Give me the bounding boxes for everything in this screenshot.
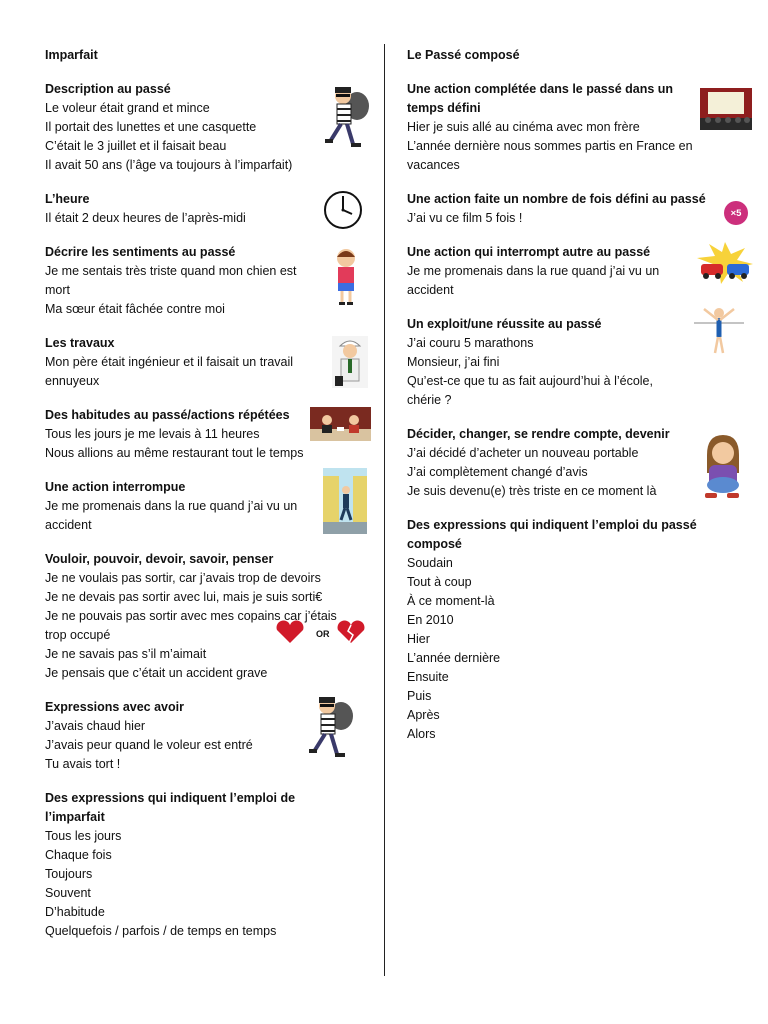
section-line: ennuyeux xyxy=(45,374,100,388)
runner-finish-illustration xyxy=(694,305,744,357)
section-line: Mon père était ingénieur et il faisait un travail xyxy=(45,355,294,369)
section-line: Je ne voulais pas sortir, car j’avais trop de devoirs xyxy=(45,571,321,585)
section-expressions-imparfait xyxy=(45,789,375,941)
car-crash-illustration xyxy=(695,240,755,286)
hearts-illustration xyxy=(273,620,373,646)
imparfait-column xyxy=(45,46,375,956)
section-heading-continued: l’imparfait xyxy=(45,810,105,824)
section-line: Quelquefois / parfois / de temps en temps xyxy=(45,924,277,938)
section-line: L’année dernière xyxy=(407,651,501,665)
thief-illustration xyxy=(307,694,357,762)
cinema-illustration xyxy=(700,88,752,130)
section-heading: Décider, changer, se rendre compte, devenir xyxy=(407,427,670,441)
section-line: Toujours xyxy=(45,867,93,881)
section-line: Je ne savais pas s’il m’aimait xyxy=(45,647,207,661)
imparfait-title: Imparfait xyxy=(45,48,98,62)
section-line: J’ai vu ce film 5 fois ! xyxy=(407,211,523,225)
section-heading: Décrire les sentiments au passé xyxy=(45,245,236,259)
section-line: chérie ? xyxy=(407,393,452,407)
section-line: Ma sœur était fâchée contre moi xyxy=(45,302,225,316)
section-line: Puis xyxy=(407,689,432,703)
section-line: J’avais chaud hier xyxy=(45,719,146,733)
clock-icon xyxy=(323,190,363,230)
section-line: Il portait des lunettes et une casquette xyxy=(45,120,257,134)
section-line: Ensuite xyxy=(407,670,449,684)
section-line: D’habitude xyxy=(45,905,105,919)
column-divider xyxy=(384,44,385,976)
engineer-illustration xyxy=(332,336,368,388)
passe-compose-column xyxy=(407,46,742,759)
section-line: Je pensais que c’était un accident grave xyxy=(45,666,268,680)
section-line: J’ai complètement changé d’avis xyxy=(407,465,588,479)
section-heading: Une action qui interrompt autre au passé xyxy=(407,245,651,259)
section-line: J’avais peur quand le voleur est entré xyxy=(45,738,253,752)
section-heading: Une action faite un nombre de fois défini au passé xyxy=(407,192,706,206)
section-line: Chaque fois xyxy=(45,848,112,862)
section-heading: Une action complétée dans le passé dans un xyxy=(407,82,674,96)
section-line: accident xyxy=(45,518,92,532)
section-line: Nous allions au même restaurant tout le temps xyxy=(45,446,304,460)
section-line: Hier xyxy=(407,632,430,646)
section-exploit xyxy=(407,315,737,410)
section-line: Il avait 50 ans (l’âge va toujours à l’imparfait) xyxy=(45,158,293,172)
section-interrompue xyxy=(45,478,375,535)
passe-compose-title: Le Passé composé xyxy=(407,48,520,62)
section-action-completee xyxy=(407,80,737,175)
restaurant-illustration xyxy=(310,407,371,441)
section-avoir xyxy=(45,698,375,774)
section-line: Hier je suis allé au cinéma avec mon frère xyxy=(407,120,640,134)
section-sentiments xyxy=(45,243,375,319)
section-line: Le voleur était grand et mince xyxy=(45,101,210,115)
section-line: Alors xyxy=(407,727,436,741)
section-line: Après xyxy=(407,708,440,722)
section-line: vacances xyxy=(407,158,460,172)
times-five-badge-label: ×5 xyxy=(724,201,748,225)
section-line: À ce moment-là xyxy=(407,594,495,608)
section-heading: Expressions avec avoir xyxy=(45,700,184,714)
walking-street-illustration xyxy=(323,468,367,534)
section-line: Je me sentais très triste quand mon chien est xyxy=(45,264,297,278)
section-line: Tous les jours xyxy=(45,829,122,843)
section-heading: Les travaux xyxy=(45,336,115,350)
section-modaux xyxy=(45,550,375,683)
section-habitudes xyxy=(45,406,375,463)
section-line: Je me promenais dans la rue quand j’ai vu un xyxy=(45,499,298,513)
section-line: Je ne devais pas sortir avec lui, mais je suis sorti€ xyxy=(45,590,323,604)
section-heading: Description au passé xyxy=(45,82,171,96)
section-description xyxy=(45,80,375,175)
section-expressions-passe-compose xyxy=(407,516,737,744)
section-decider xyxy=(407,425,737,501)
section-line: L’année dernière nous sommes partis en France en xyxy=(407,139,693,153)
section-line: Je me promenais dans la rue quand j’ai vu un xyxy=(407,264,660,278)
section-interrompt xyxy=(407,243,737,300)
sad-girl-illustration xyxy=(699,433,745,503)
section-heading-continued: temps défini xyxy=(407,101,481,115)
section-line: Tu avais tort ! xyxy=(45,757,121,771)
section-line: accident xyxy=(407,283,454,297)
section-heading: Une action interrompue xyxy=(45,480,186,494)
thief-illustration xyxy=(323,84,373,152)
section-line: trop occupé xyxy=(45,628,111,642)
section-heading: Vouloir, pouvoir, devoir, savoir, penser xyxy=(45,552,274,566)
section-heading: Un exploit/une réussite au passé xyxy=(407,317,602,331)
section-line: En 2010 xyxy=(407,613,454,627)
section-heading: Des habitudes au passé/actions répétées xyxy=(45,408,290,422)
angry-girl-illustration xyxy=(325,247,367,307)
section-line: J’ai couru 5 marathons xyxy=(407,336,534,350)
section-heading: Des expressions qui indiquent l’emploi de xyxy=(45,791,296,805)
section-heading: Des expressions qui indiquent l’emploi du passé xyxy=(407,518,697,532)
section-line: Tous les jours je me levais à 11 heures xyxy=(45,427,260,441)
section-line: J’ai décidé d’acheter un nouveau portable xyxy=(407,446,639,460)
section-heading: L’heure xyxy=(45,192,90,206)
or-label: OR xyxy=(316,629,330,639)
section-line: mort xyxy=(45,283,70,297)
section-line: Il était 2 deux heures de l’après-midi xyxy=(45,211,246,225)
section-heure xyxy=(45,190,375,228)
section-line: Souvent xyxy=(45,886,91,900)
section-nombre-fois xyxy=(407,190,742,228)
section-line: Soudain xyxy=(407,556,453,570)
section-line: Je ne pouvais pas sortir avec mes copains car j’étais xyxy=(45,609,337,623)
section-line: Monsieur, j’ai fini xyxy=(407,355,500,369)
times-five-badge xyxy=(724,201,748,225)
section-heading-continued: composé xyxy=(407,537,462,551)
section-line: Je suis devenu(e) très triste en ce moment là xyxy=(407,484,657,498)
section-line: Qu’est-ce que tu as fait aujourd’hui à l’école, xyxy=(407,374,653,388)
section-line: Tout à coup xyxy=(407,575,472,589)
section-travaux xyxy=(45,334,375,391)
section-line: C’était le 3 juillet et il faisait beau xyxy=(45,139,227,153)
